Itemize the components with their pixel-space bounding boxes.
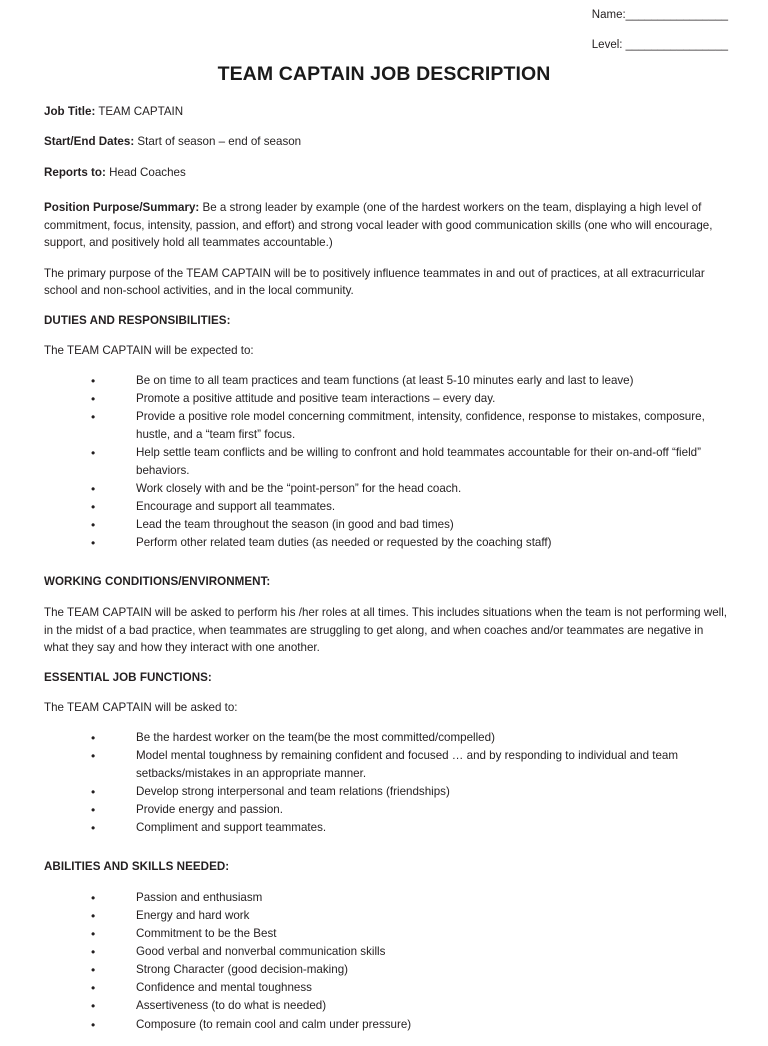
list-item <box>44 372 728 390</box>
list-item-text: Provide a positive role model concerning commitment, intensity, confidence, response to mistakes, composure, hustle, and a “team first” focus. <box>136 410 705 441</box>
position-purpose-text: Be a strong leader by example (one of the hardest workers on the team, displaying a high level of commitment, focus, intensity, passion, and effort) and strong vocal leader with good communication skills (one who will encourage, support, and positively hold all teammates accountable.) <box>44 200 713 250</box>
primary-purpose-paragraph: The primary purpose of the TEAM CAPTAIN will be to positively influence teammates in and out of practices, at all extracurricular school and non-school activities, and in the local community. <box>44 266 705 298</box>
list-item <box>44 498 728 516</box>
bullet-icon: • <box>91 1017 96 1032</box>
duties-list <box>44 372 728 552</box>
field-dates-label: Start/End Dates: <box>44 135 135 149</box>
list-item <box>44 801 728 819</box>
bullet-icon: • <box>91 890 96 905</box>
list-item <box>44 979 728 997</box>
list-item-text: Help settle team conflicts and be willing to confront and hold teammates accountable for their on-and-off “field” behaviors. <box>136 445 701 477</box>
bullet-icon: • <box>91 820 96 835</box>
list-item-text: Provide energy and passion. <box>136 802 283 816</box>
list-item-text: Assertiveness (to do what is needed) <box>136 999 327 1013</box>
list-item <box>44 534 728 552</box>
bullet-icon: • <box>91 748 96 763</box>
duties-lead-in: The TEAM CAPTAIN will be expected to: <box>44 344 254 358</box>
bullet-icon: • <box>91 730 96 745</box>
bullet-icon: • <box>91 392 96 407</box>
list-item-text: Model mental toughness by remaining confident and focused … and by responding to individual and team setbacks/mistakes in an appropriate manner. <box>136 748 679 780</box>
section-heading-abilities: ABILITIES AND SKILLS NEEDED: <box>44 859 230 873</box>
bullet-icon: • <box>91 784 96 799</box>
list-item <box>44 1016 728 1034</box>
essential-functions-list <box>44 729 728 837</box>
list-item <box>44 889 728 907</box>
list-item <box>44 408 728 443</box>
bullet-icon: • <box>91 999 96 1014</box>
bullet-icon: • <box>91 445 96 460</box>
level-field-line[interactable]: Level: ________________ <box>591 38 728 51</box>
list-item <box>44 480 728 498</box>
field-reports-to-value: Head Coaches <box>105 165 186 179</box>
list-item-text: Lead the team throughout the season (in good and bad times) <box>136 517 454 531</box>
header-fields <box>428 8 728 67</box>
list-item-text: Energy and hard work <box>136 908 250 922</box>
list-item-text: Passion and enthusiasm <box>136 890 263 904</box>
bullet-icon: • <box>91 927 96 942</box>
name-field-line[interactable]: Name:________________ <box>591 9 728 21</box>
page-title: TEAM CAPTAIN JOB DESCRIPTION <box>217 63 551 85</box>
document-body <box>44 104 728 1046</box>
bullet-icon: • <box>91 410 96 425</box>
list-item-text: Encourage and support all teammates. <box>136 499 336 513</box>
list-item-text: Promote a positive attitude and positive team interactions – every day. <box>136 392 496 406</box>
field-reports-to <box>44 165 728 182</box>
list-item-text: Composure (to remain cool and calm under pressure) <box>136 1017 412 1031</box>
bullet-icon: • <box>91 536 96 551</box>
list-item <box>44 819 728 837</box>
list-item-text: Strong Character (good decision-making) <box>136 963 349 977</box>
spacer <box>44 565 728 574</box>
abilities-list <box>44 889 728 1033</box>
bullet-icon: • <box>91 374 96 389</box>
list-item-text: Good verbal and nonverbal communication skills <box>136 945 386 959</box>
field-job-title-label: Job Title: <box>44 105 96 118</box>
bullet-icon: • <box>91 802 96 817</box>
list-item-text: Develop strong interpersonal and team relations (friendships) <box>136 784 450 798</box>
list-item <box>44 444 728 479</box>
list-item-text: Perform other related team duties (as needed or requested by the coaching staff) <box>136 536 552 550</box>
list-item-text: Be on time to all team practices and team functions (at least 5-10 minutes early and last to leave) <box>136 374 634 388</box>
list-item <box>44 516 728 534</box>
list-item <box>44 943 728 961</box>
bullet-icon: • <box>91 481 96 496</box>
list-item <box>44 747 728 782</box>
list-item-text: Compliment and support teammates. <box>136 820 327 834</box>
position-purpose-label: Position Purpose/Summary: <box>44 200 200 214</box>
list-item <box>44 961 728 979</box>
bullet-icon: • <box>91 945 96 960</box>
bullet-icon: • <box>91 981 96 996</box>
bullet-icon: • <box>91 963 96 978</box>
field-job-title <box>44 104 728 121</box>
list-item <box>44 925 728 943</box>
list-item <box>44 729 728 747</box>
working-conditions-paragraph: The TEAM CAPTAIN will be asked to perform his /her roles at all times. This includes situations when the team is not performing well, in the midst of a bad practice, when teammates are struggling to get along, and when coaches and/or teammates are negative in what they say and how they interact with one another. <box>44 605 728 655</box>
position-purpose-paragraph <box>44 199 728 252</box>
bullet-icon: • <box>91 499 96 514</box>
list-item <box>44 997 728 1015</box>
section-heading-essential-functions: ESSENTIAL JOB FUNCTIONS: <box>44 670 212 684</box>
list-item <box>44 907 728 925</box>
spacer <box>44 850 728 859</box>
field-dates <box>44 134 728 151</box>
list-item-text: Be the hardest worker on the team(be the most committed/compelled) <box>136 730 495 744</box>
list-item <box>44 390 728 408</box>
list-item-text: Confidence and mental toughness <box>136 981 312 995</box>
field-job-title-value: TEAM CAPTAIN <box>95 105 184 118</box>
section-heading-working-conditions: WORKING CONDITIONS/ENVIRONMENT: <box>44 574 271 588</box>
list-item-text: Commitment to be the Best <box>136 927 277 941</box>
bullet-icon: • <box>91 517 96 532</box>
list-item-text: Work closely with and be the “point-person” for the head coach. <box>136 481 462 495</box>
section-heading-duties: DUTIES AND RESPONSIBILITIES: <box>44 313 231 327</box>
essential-functions-lead-in: The TEAM CAPTAIN will be asked to: <box>44 701 238 715</box>
bullet-icon: • <box>91 908 96 923</box>
list-item <box>44 783 728 801</box>
field-dates-value: Start of season – end of season <box>134 135 302 149</box>
field-reports-to-label: Reports to: <box>44 165 106 179</box>
